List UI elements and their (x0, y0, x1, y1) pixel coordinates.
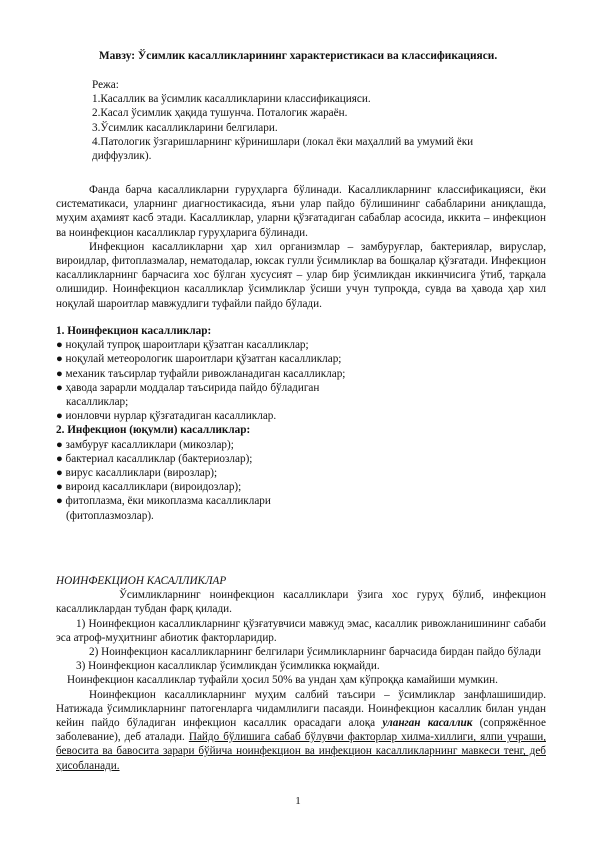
classification-lists (56, 324, 356, 523)
section-heading: НОИНФЕКЦИОН КАСАЛЛИКЛАР (56, 575, 227, 587)
paragraph-text: (сопряжённое заболевание), деб аталади. (56, 717, 546, 744)
plan-item: 3.Ўсимлик касалликларини белгилари. (92, 121, 278, 134)
noninfectious-heading: 1. Ноинфекцион касалликлар: (56, 325, 212, 337)
plan-item: 1.Касаллик ва ўсимлик касалликларини классификацияси. (92, 93, 371, 106)
section-paragraph (56, 688, 546, 773)
list-item: ● бактериал касалликлар (бактериозлар); (56, 452, 253, 465)
plan-item: 4.Патологик ўзгаришларнинг кўринишлари (локал ёки маҳаллий ва умумий ёки (92, 135, 474, 148)
plan-item: диффузлик). (92, 150, 152, 163)
section-paragraph: Ўсимликларнинг ноинфекцион касалликлари ўзига хос гуруҳ бўлиб, инфекцион касалликлардан тубдан фарқ қилади. (56, 589, 546, 616)
list-item: ● фитоплазма, ёки микоплазма касалликлари (фитоплазмозлар). (56, 495, 271, 522)
section-paragraph: 2) Ноинфекцион касалликларнинг белгилари ўсимликларнинг барчасида бирдан пайдо бўлади (89, 646, 542, 659)
list-item: ● вирус касалликлари (вирозлар); (56, 467, 218, 480)
list-item: ● ноқулай метеорологик шароитлари қўзатган касалликлар; (56, 353, 342, 366)
list-item: ● ҳавода зарарли моддалар таъсирида пайдо бўладиган касалликлар; (56, 381, 320, 409)
list-item: ● ионловчи нурлар қўзғатадиган касалликлар. (56, 410, 277, 423)
plan-section (92, 78, 502, 163)
list-item: ● механик таъсирлар туфайли ривожланадиган касалликлар; (56, 367, 346, 380)
emphasized-term: уланган касаллик (382, 717, 473, 730)
list-item: ● вироид касалликлари (вироидозлар); (56, 481, 242, 494)
list-item: ● замбуруғ касалликлари (микозлар); (56, 438, 234, 451)
intro-section (56, 183, 546, 311)
page-number: 1 (295, 795, 301, 807)
page-title: Мавзу: Ўсимлик касалликларининг характеристикаси ва классификацияси. (98, 50, 498, 62)
intro-paragraph: Фанда барча касалликларни гуруҳларга бўлинади. Касалликларнинг классификацияси, ёки систематикаси, уларнинг диагностикасида, яъни улар пайдо бўлишининг сабабларини аниқлашда, муҳим аҳамият касб этади. Касалликлар, уларни қўзғатадиган сабаблар асосида, иккита – инфекцион ва ноинфекцион касалликлар гуруҳларига бўлинади. (56, 184, 546, 239)
intro-paragraph: Инфекцион касалликларни ҳар хил организмлар – замбуруғлар, бактериялар, вируслар, вироидлар, фитоплазмалар, нематодалар, юксак гулли ўсимликлар ва бошқалар қўзғатади. Инфекцион касалликларнинг барчасига хос бўлган хусусият – улар бир ўсимликдан иккинчисига ўтиб, тарқала олишидир. Ноинфекцион касалликлар ўсимликлар ўсиши учун тупроқда, сувда ва ҳавода ҳар хил ноқулай шароитлар мавжудлиги туфайли пайдо бўлади. (56, 240, 546, 310)
section-paragraph: 3) Ноинфекцион касалликлар ўсимликдан ўсимликка юқмайди. (76, 660, 380, 673)
underlined-text: Пайдо бўлишига сабаб бўлувчи факторлар хилма-хиллиги, ялпи учраши, бевосита ва бавосита зарари бўйича ноинфекцион ва инфекцион касалликларнинг мавкеси тенг, деб ҳисобланади. (56, 731, 546, 772)
list-item: ● ноқулай тупроқ шароитлари қўзатган касалликлар; (56, 339, 309, 352)
noninfectious-section (56, 574, 546, 773)
section-paragraph: Ноинфекцион касалликлар туфайли ҳосил 50% ва ундан ҳам кўпроққа камайиши мумкин. (67, 674, 498, 687)
plan-item: 2.Касал ўсимлик ҳақида тушунча. Поталогик жараён. (92, 107, 348, 120)
section-paragraph: 1) Ноинфекцион касалликларнинг қўзғатувчиси мавжуд эмас, касаллик ривожланишининг сабаби эса атроф-муҳитнинг абиотик факторларидир. (56, 617, 546, 644)
paragraph-text: Ноинфекцион касалликларнинг муҳим салбий таъсири – ўсимликлар занфлашишидир. Натижада ўсимликларнинг патогенларга чидамлилиги пасаяди. Ноинфекцион касаллик билан ундан кейин пайдо бўладиган инфекцион касаллик орасадаги алоқа (56, 688, 546, 730)
infectious-heading: 2. Инфекцион (юқумли) касалликлар: (56, 424, 251, 437)
plan-heading: Режа: (92, 79, 119, 91)
